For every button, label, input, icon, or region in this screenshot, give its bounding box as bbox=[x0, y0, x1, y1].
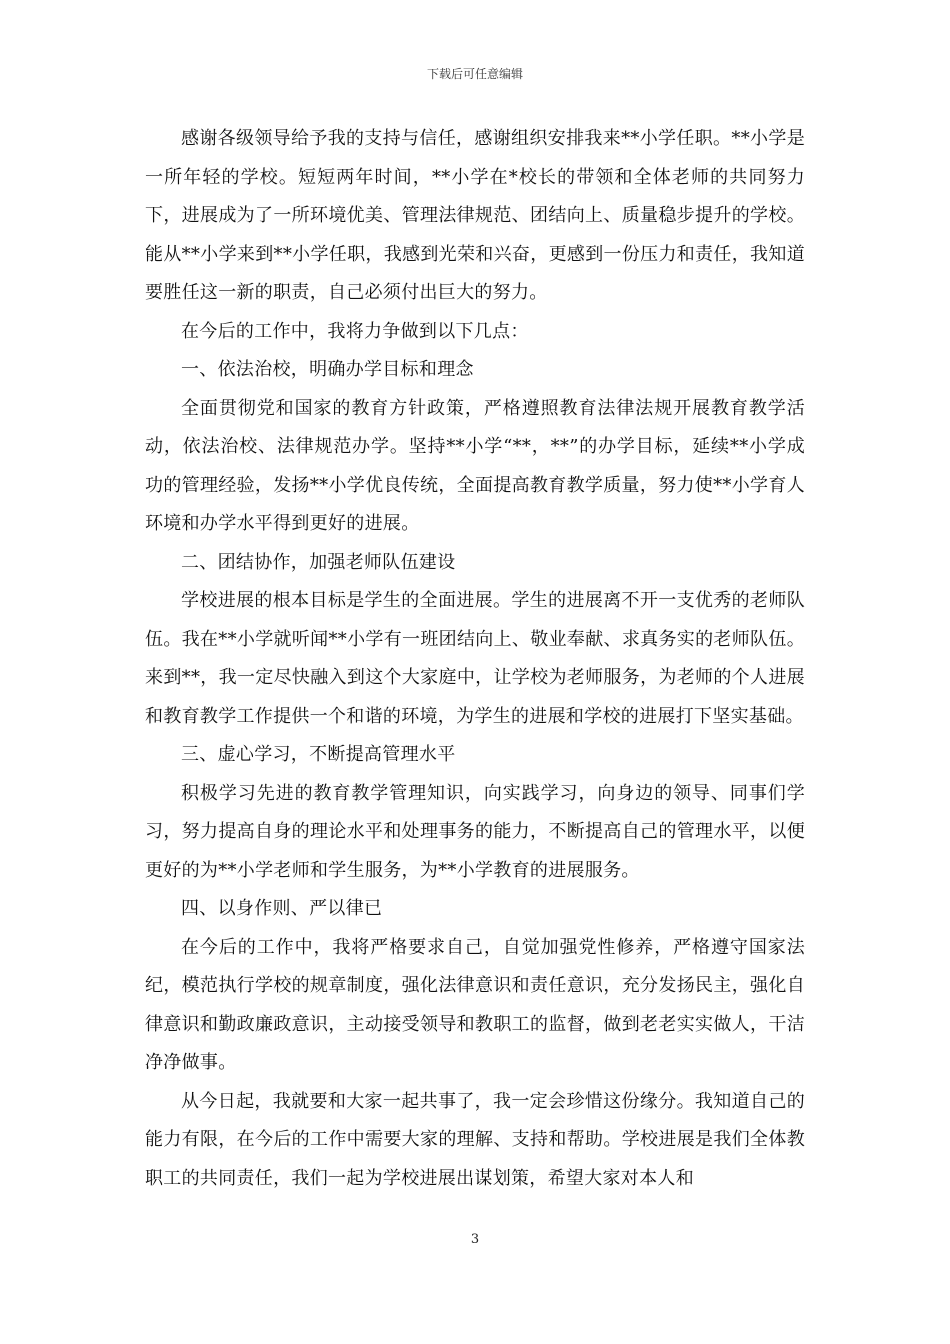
paragraph-closing: 从今日起，我就要和大家一起共事了，我一定会珍惜这份缘分。我知道自己的能力有限，在今后的工作中需要大家的理解、支持和帮助。学校进展是我们全体教职工的共同责任，我们一起为学校进展出谋划策，希望大家对本人和 bbox=[145, 1090, 805, 1189]
section-heading-4: 四、以身作则、严以律已 bbox=[181, 898, 383, 919]
paragraph-section-1: 全面贯彻党和国家的教育方针政策，严格遵照教育法律法规开展教育教学活动，依法治校、法律规范办学。坚持**小学“**，**”的办学目标，延续**小学成功的管理经验，发扬**小学优良传统，全面提高教育教学质量，努力使**小学育人环境和办学水平得到更好的进展。 bbox=[145, 397, 805, 534]
paragraph-lead-in: 在今后的工作中，我将力争做到以下几点： bbox=[181, 320, 529, 342]
section-heading-3: 三、虚心学习，不断提高管理水平 bbox=[181, 744, 456, 765]
paragraph-section-3: 积极学习先进的教育教学管理知识，向实践学习，向身边的领导、同事们学习，努力提高自身的理论水平和处理事务的能力，不断提高自己的管理水平，以便更好的为**小学老师和学生服务，为**小学教育的进展服务。 bbox=[145, 782, 805, 881]
page-number: 3 bbox=[470, 1232, 480, 1247]
section-heading-2: 二、团结协作，加强老师队伍建设 bbox=[181, 551, 456, 573]
paragraph-section-2: 学校进展的根本目标是学生的全面进展。学生的进展离不开一支优秀的老师队伍。我在**小学就听闻**小学有一班团结向上、敬业奉献、求真务实的老师队伍。来到**，我一定尽快融入到这个大家庭中，让学校为老师服务，为老师的个人进展和教育教学工作提供一个和谐的环境，为学生的进展和学校的进展打下坚实基础。 bbox=[145, 590, 805, 727]
page-header-note: 下载后可任意编辑 bbox=[426, 67, 523, 81]
paragraph-section-4: 在今后的工作中，我将严格要求自己，自觉加强党性修养，严格遵守国家法纪，模范执行学校的规章制度，强化法律意识和责任意识，充分发扬民主，强化自律意识和勤政廉政意识，主动接受领导和教职工的监督，做到老老实实做人，干洁净净做事。 bbox=[145, 936, 805, 1073]
section-heading-1: 一、依法治校，明确办学目标和理念 bbox=[181, 359, 474, 380]
paragraph-intro: 感谢各级领导给予我的支持与信任，感谢组织安排我来**小学任职。**小学是一所年轻的学校。短短两年时间，**小学在*校长的带领和全体老师的共同努力下，进展成为了一所环境优美、管理法律规范、团结向上、质量稳步提升的学校。能从**小学来到**小学任职，我感到光荣和兴奋，更感到一份压力和责任，我知道要胜任这一新的职责，自己必须付出巨大的努力。 bbox=[145, 128, 805, 303]
document-body bbox=[145, 120, 805, 1198]
